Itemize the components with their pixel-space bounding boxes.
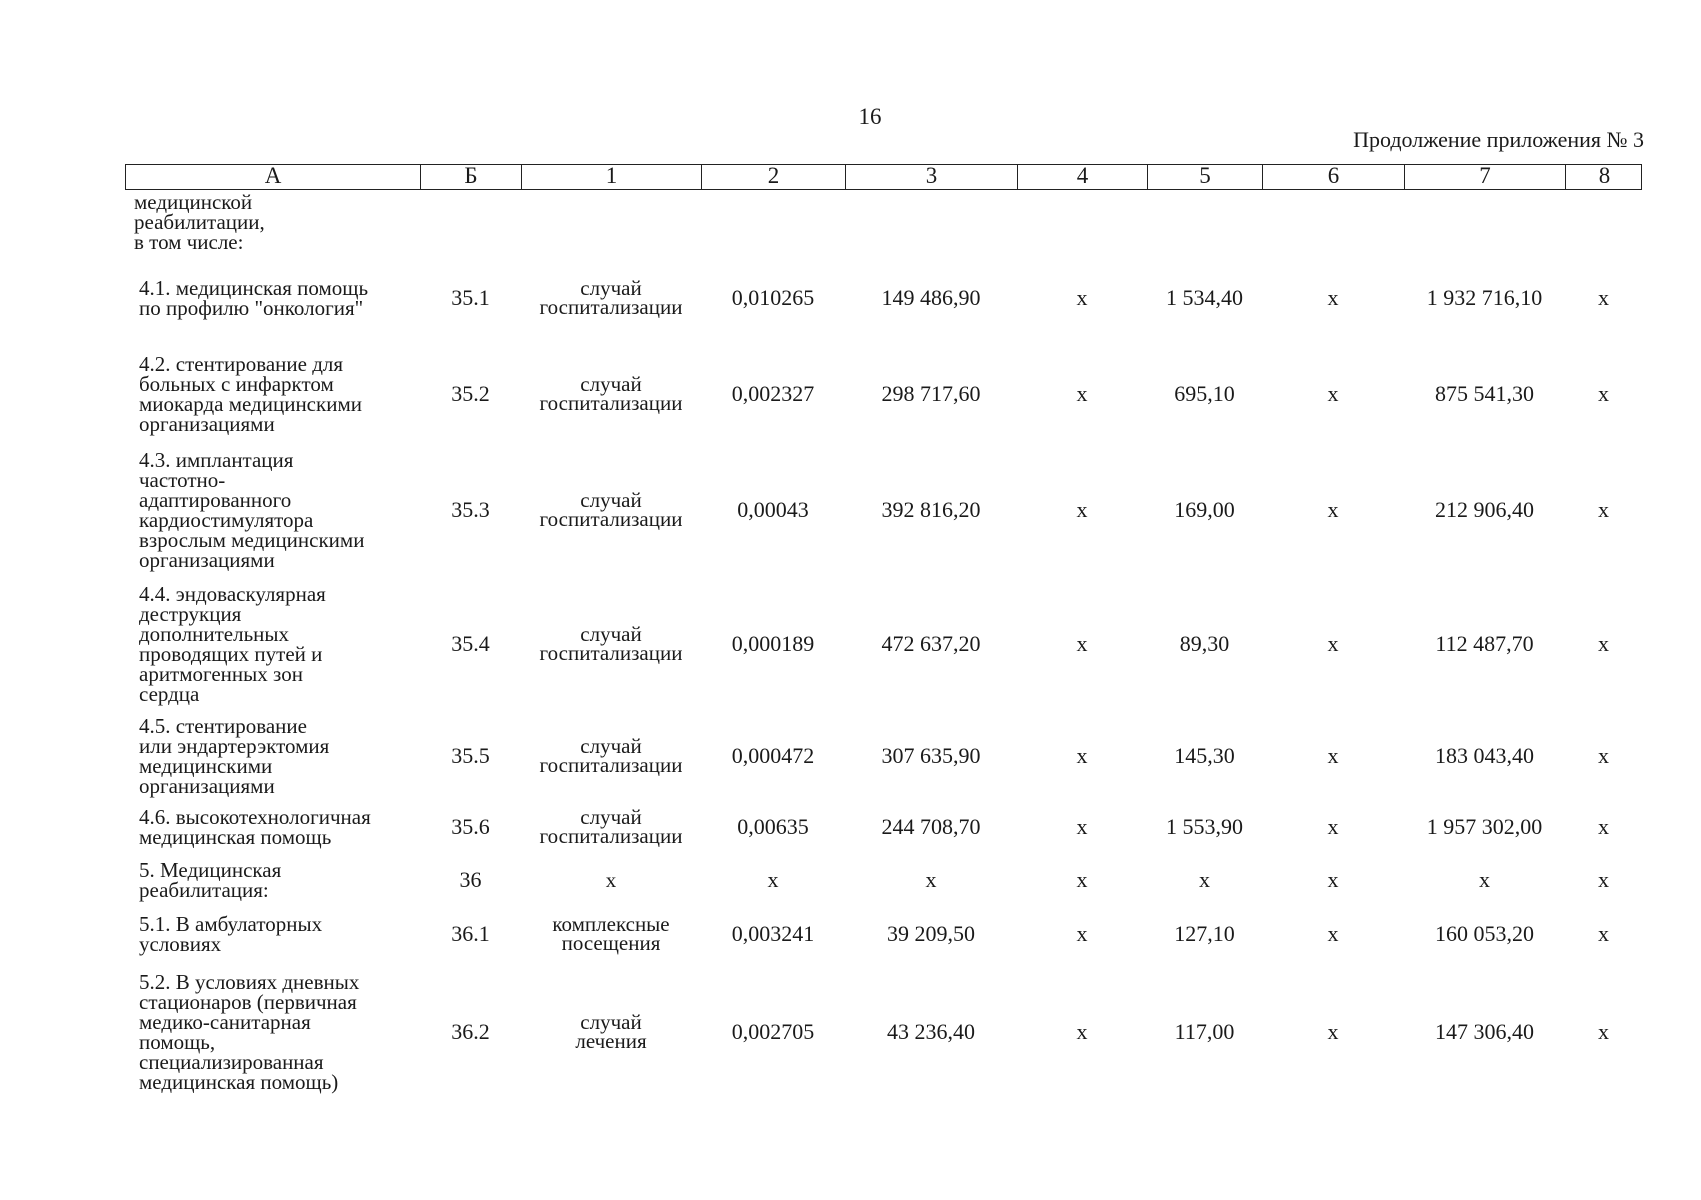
row-col-2: 0,00043 — [737, 497, 809, 522]
header-col-8: 8 — [1598, 163, 1611, 188]
row-col-4: х — [1076, 285, 1088, 310]
row-col-3: 298 717,60 — [881, 381, 981, 406]
row-col-7: 875 541,30 — [1435, 381, 1534, 406]
header-col-6: 6 — [1263, 165, 1405, 189]
header-col-2: 2 — [702, 165, 846, 189]
row-name: 4.5. стентирование или эндартерэктомия медицинскими организациями — [139, 714, 330, 798]
row-unit: случай госпитализации — [539, 622, 683, 665]
row-col-3: х — [925, 867, 937, 892]
row-col-7: 212 906,40 — [1435, 497, 1534, 522]
row-col-3: 472 637,20 — [881, 631, 981, 656]
row-name: 5.1. В амбулаторных условиях — [139, 912, 323, 956]
header-col-a: А — [126, 165, 421, 189]
continuation-title: Продолжение приложения № 3 — [1353, 127, 1644, 152]
row-col-2: 0,003241 — [731, 921, 815, 946]
row-col-2: х — [767, 867, 779, 892]
row-col-4: х — [1076, 631, 1088, 656]
table-row — [125, 966, 1642, 1098]
row-unit: случай госпитализации — [539, 372, 683, 415]
row-col-2: 0,002705 — [731, 1019, 815, 1044]
header-col-b: Б — [421, 165, 522, 189]
row-col-3: 392 816,20 — [881, 497, 981, 522]
row-unit: случай госпитализации — [539, 734, 683, 777]
row-col-8: х — [1598, 867, 1609, 892]
row-col-8: х — [1598, 1019, 1609, 1044]
row-col-6: х — [1327, 497, 1339, 522]
table-row — [125, 805, 1642, 849]
header-col-5: 5 — [1148, 165, 1263, 189]
row-col-8: х — [1598, 631, 1609, 656]
row-unit: случай госпитализации — [539, 488, 683, 531]
row-col-5: 695,10 — [1174, 381, 1235, 406]
table-row — [125, 444, 1642, 576]
row-col-5: 145,30 — [1174, 743, 1235, 768]
row-col-2: 0,00635 — [737, 814, 809, 839]
row-col-8: х — [1598, 814, 1609, 839]
row-col-7: 160 053,20 — [1435, 921, 1534, 946]
row-col-6: х — [1327, 743, 1339, 768]
row-col-3: 244 708,70 — [881, 814, 981, 839]
row-col-4: х — [1076, 1019, 1088, 1044]
row-code: 35.4 — [451, 631, 490, 656]
table-row — [125, 858, 1642, 902]
table-row — [125, 912, 1642, 956]
row-col-4: х — [1076, 497, 1088, 522]
row-col-4: х — [1076, 921, 1088, 946]
row-col-7: х — [1479, 867, 1490, 892]
row-col-3: 307 635,90 — [881, 743, 981, 768]
row-col-7: 1 957 302,00 — [1426, 814, 1543, 839]
row-col-5: х — [1199, 867, 1210, 892]
row-name: 4.4. эндоваскулярная деструкция дополнительных проводящих путей и аритмогенных зон сердца — [139, 582, 326, 706]
row-col-6: х — [1327, 631, 1339, 656]
row-code: 36 — [459, 867, 482, 892]
row-code: 36.2 — [451, 1019, 490, 1044]
row-col-3: 39 209,50 — [887, 921, 975, 946]
row-col-5: 127,10 — [1174, 921, 1235, 946]
row-col-5: 169,00 — [1174, 497, 1235, 522]
row-col-8: х — [1598, 743, 1609, 768]
row-col-7: 183 043,40 — [1435, 743, 1534, 768]
row-unit: случай лечения — [575, 1010, 647, 1053]
row-col-4: х — [1076, 381, 1088, 406]
table-header — [125, 164, 1642, 190]
row-col-4: х — [1076, 867, 1088, 892]
row-col-8: х — [1598, 285, 1609, 310]
page-number: 16 — [858, 104, 882, 129]
row-name: 4.6. высокотехнологичная медицинская помощь — [139, 805, 371, 849]
row-col-2: 0,000472 — [731, 743, 815, 768]
header-col-1: 1 — [522, 165, 702, 189]
row-col-8: х — [1598, 921, 1609, 946]
header-col-4: 4 — [1018, 165, 1148, 189]
row-col-6: х — [1327, 921, 1339, 946]
row-col-4: х — [1076, 814, 1088, 839]
table-row — [125, 268, 1642, 328]
row-col-2: 0,000189 — [731, 631, 815, 656]
row-col-2: 0,002327 — [731, 381, 815, 406]
row-name: 5.2. В условиях дневных стационаров (первичная медико-санитарная помощь, специализированная медицинская помощь) — [139, 970, 360, 1094]
row-code: 35.1 — [451, 285, 490, 310]
row-code: 36.1 — [451, 921, 490, 946]
row-col-7: 1 932 716,10 — [1426, 285, 1543, 310]
row-col-6: х — [1327, 1019, 1339, 1044]
header-col-7: 7 — [1405, 165, 1566, 189]
row-name: 4.3. имплантация частотно- адаптированного кардиостимулятора взрослым медицинскими организациями — [139, 448, 365, 572]
header-col-3: 3 — [846, 165, 1018, 189]
row-unit: случай госпитализации — [539, 805, 683, 848]
row-col-7: 112 487,70 — [1435, 631, 1534, 656]
row-unit: случай госпитализации — [539, 276, 683, 319]
table-row — [125, 712, 1642, 800]
intro-text: медицинской реабилитации, в том числе: — [134, 190, 265, 254]
row-name: 5. Медицинская реабилитация: — [139, 858, 282, 902]
row-unit: комплексные посещения — [552, 912, 670, 955]
row-col-6: х — [1327, 381, 1339, 406]
row-name: 4.2. стентирование для больных с инфарктом миокарда медицинскими организациями — [139, 352, 362, 436]
row-col-5: 89,30 — [1179, 631, 1230, 656]
row-col-8: х — [1598, 381, 1609, 406]
row-code: 35.5 — [451, 743, 490, 768]
row-col-3: 149 486,90 — [881, 285, 981, 310]
row-name: 4.1. медицинская помощь по профилю "онкология" — [139, 276, 369, 320]
row-col-5: 117,00 — [1174, 1019, 1235, 1044]
row-col-5: 1 553,90 — [1166, 814, 1243, 839]
row-col-3: 43 236,40 — [887, 1019, 975, 1044]
table-row — [125, 578, 1642, 710]
row-col-6: х — [1327, 285, 1339, 310]
row-col-5: 1 534,40 — [1166, 285, 1243, 310]
row-code: 35.2 — [451, 381, 490, 406]
row-col-8: х — [1598, 497, 1609, 522]
row-col-4: х — [1076, 743, 1088, 768]
row-col-6: х — [1327, 867, 1339, 892]
row-col-6: х — [1327, 814, 1339, 839]
row-code: 35.6 — [451, 814, 490, 839]
row-col-7: 147 306,40 — [1435, 1019, 1534, 1044]
row-code: 35.3 — [451, 497, 490, 522]
table-row — [125, 350, 1642, 438]
row-unit: х — [605, 867, 617, 892]
row-col-2: 0,010265 — [731, 285, 815, 310]
